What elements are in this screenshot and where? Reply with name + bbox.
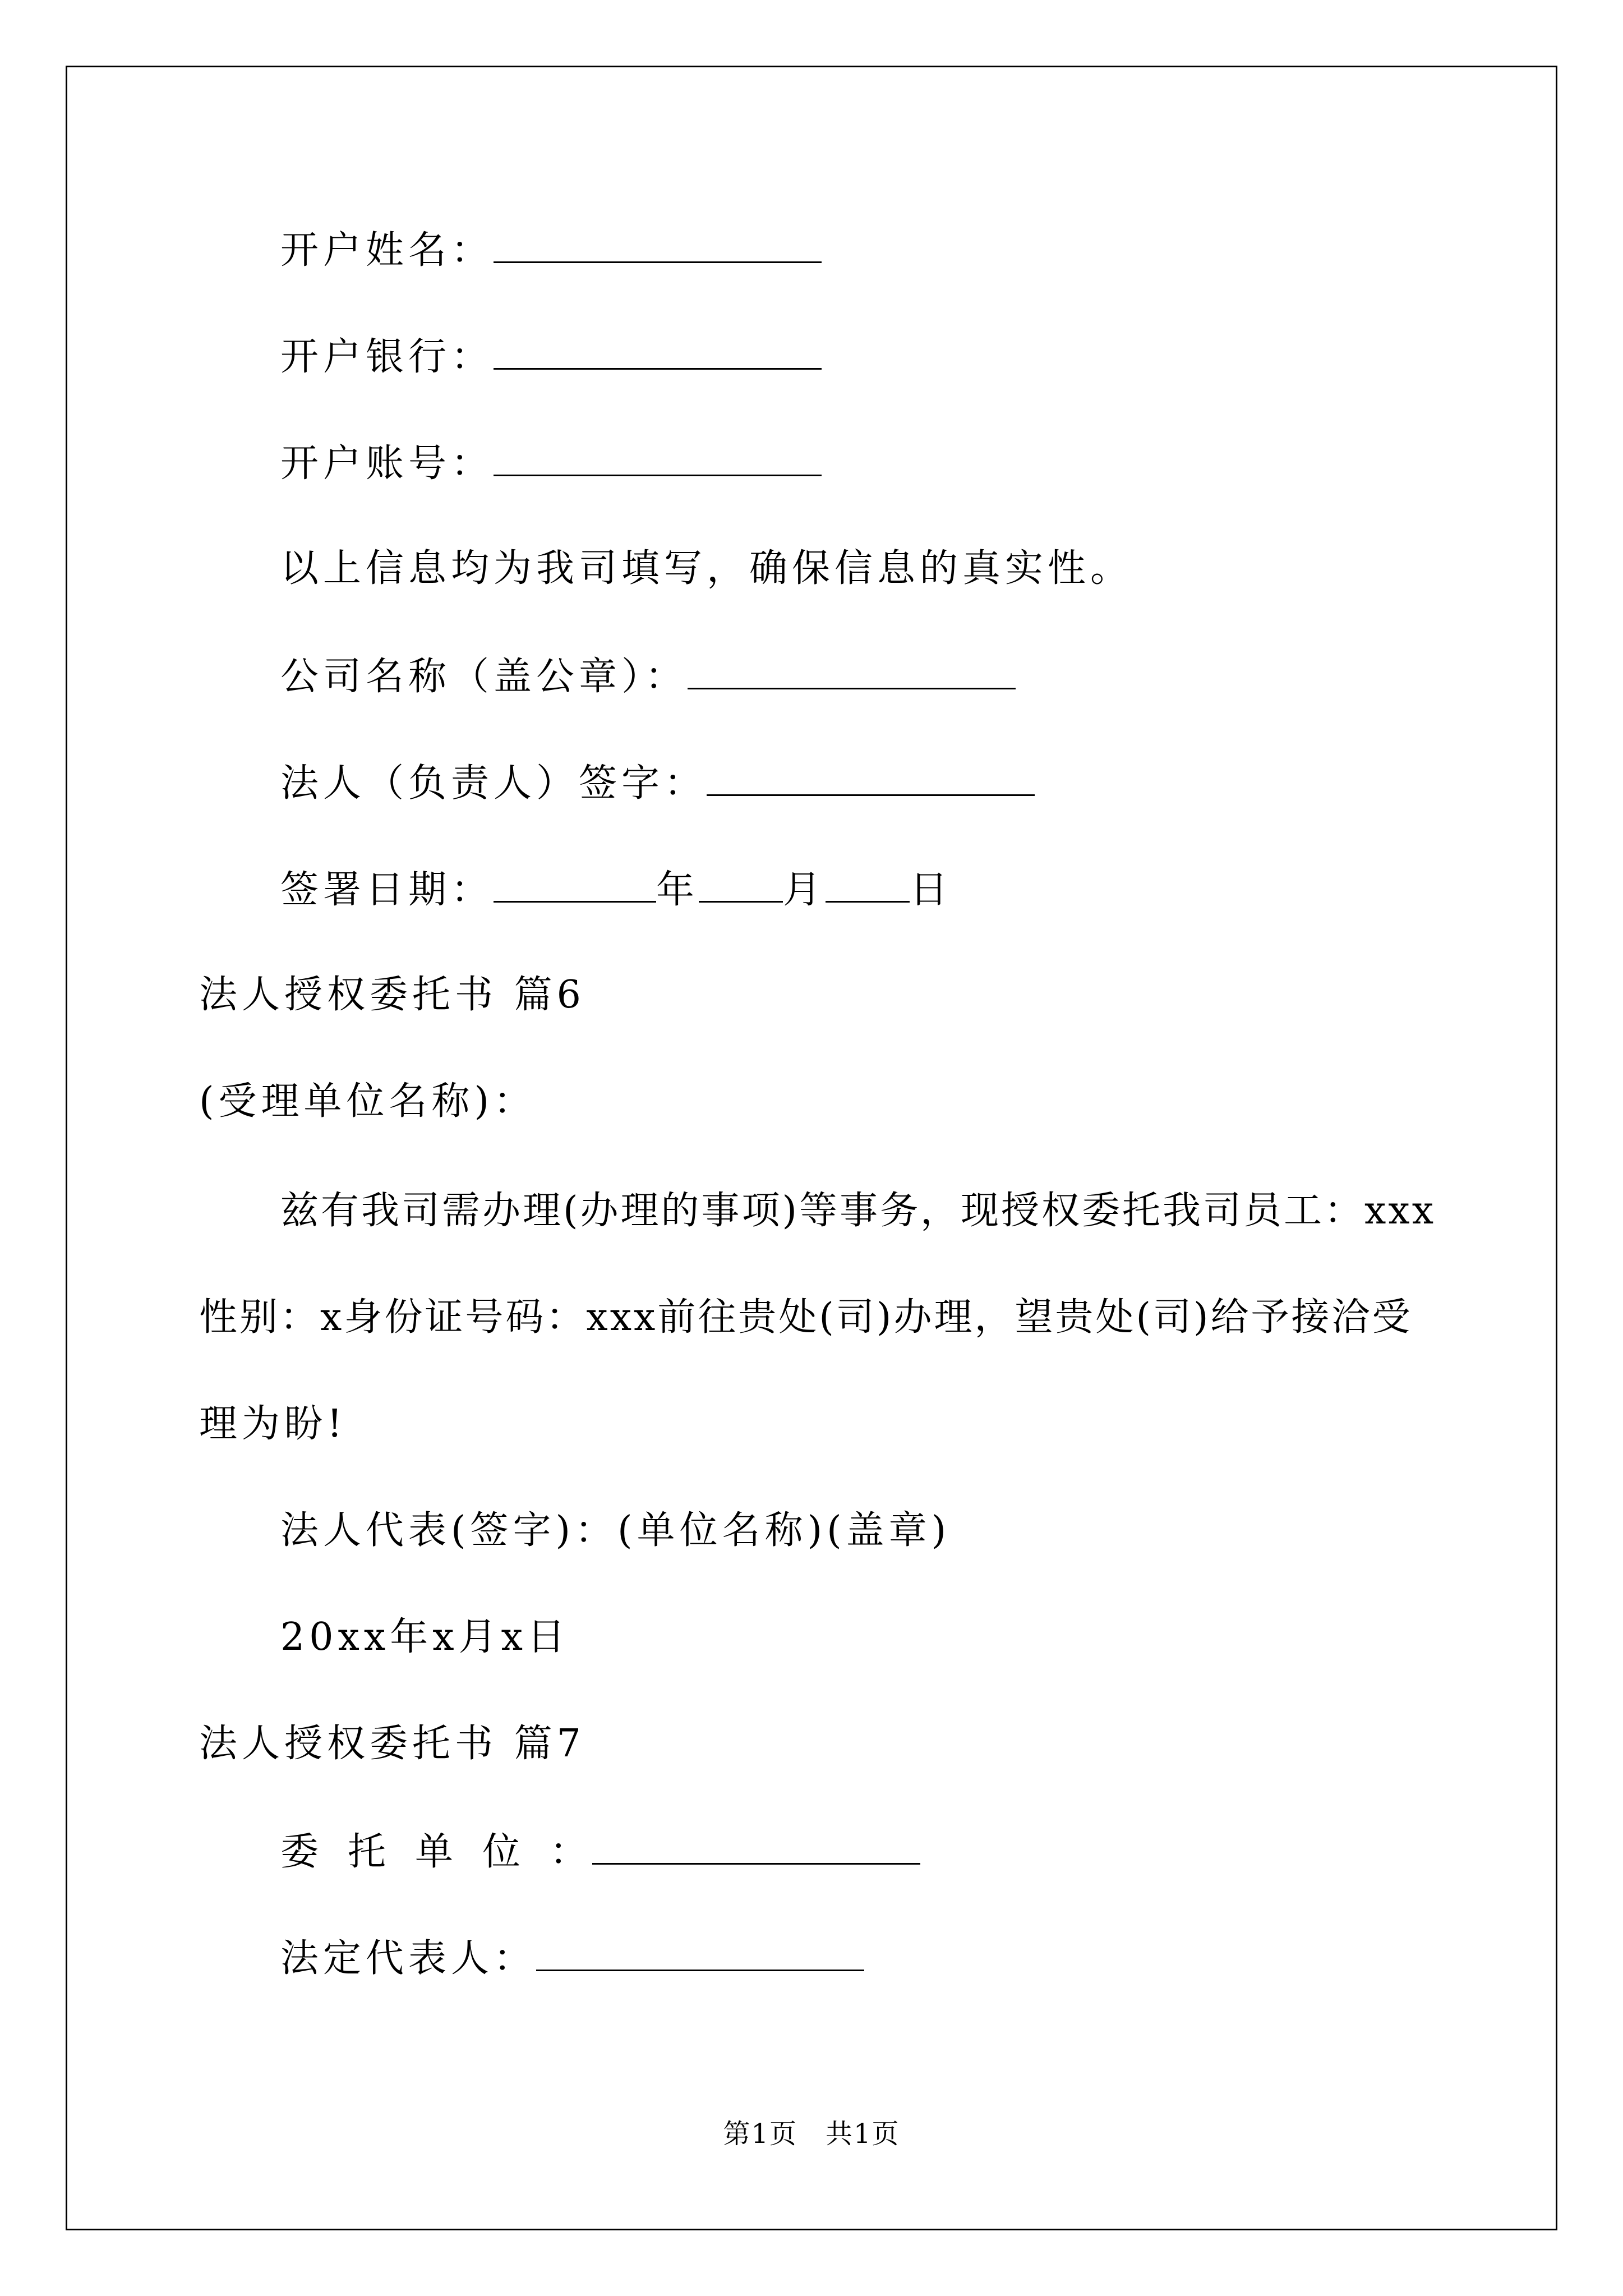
account-bank-label: 开户银行： [280, 335, 494, 379]
section6-date: 20xx年x月x日 [280, 1615, 570, 1659]
page-footer: 第1页 共1页 [723, 2118, 900, 2150]
sign-date-row [280, 868, 953, 912]
month-blank [699, 869, 783, 903]
account-name-blank [494, 230, 822, 263]
page-border [66, 66, 1557, 2230]
legal-rep-label: 法定代表人： [280, 1936, 537, 1981]
day-blank [826, 869, 910, 903]
year-blank [494, 869, 656, 903]
section6-body-line3: 理为盼! [199, 1402, 347, 1446]
month-label: 月 [783, 868, 826, 912]
entrusting-unit-row [280, 1830, 920, 1874]
section6-title: 法人授权委托书 篇6 [199, 973, 585, 1017]
sign-date-label: 签署日期： [280, 868, 494, 912]
company-name-label: 公司名称（盖公章）： [280, 655, 688, 699]
company-name-row [280, 655, 1016, 699]
account-name-label: 开户姓名： [280, 228, 494, 273]
legal-person-sign-label: 法人（负责人）签字： [280, 761, 707, 806]
entrusting-unit-label: 委托单位： [280, 1830, 617, 1874]
statement-text: 以上信息均为我司填写，确保信息的真实性。 [280, 546, 1133, 591]
account-name-row [280, 228, 822, 273]
account-number-blank [494, 443, 822, 476]
company-name-blank [688, 656, 1016, 689]
entrusting-unit-blank [592, 1832, 920, 1865]
legal-person-sign-blank [707, 763, 1035, 796]
day-label: 日 [910, 868, 953, 912]
section6-body-line2: 性别：x身份证号码：xxx前往贵处(司)办理，望贵处(司)给予接洽受 [199, 1295, 1413, 1340]
legal-person-sign-row [280, 761, 1035, 806]
legal-rep-row [280, 1936, 864, 1981]
account-number-row [280, 441, 822, 486]
section7-title: 法人授权委托书 篇7 [199, 1722, 585, 1766]
account-bank-row [280, 335, 822, 379]
account-number-label: 开户账号： [280, 441, 494, 486]
section6-addressee: (受理单位名称)： [199, 1079, 537, 1124]
section6-signature: 法人代表(签字)：(单位名称)(盖章) [280, 1508, 951, 1553]
year-label: 年 [656, 868, 699, 912]
account-bank-blank [494, 337, 822, 370]
legal-rep-blank [536, 1938, 864, 1971]
section6-body-line1: 兹有我司需办理(办理的事项)等事务，现授权委托我司员工：xxx [280, 1189, 1436, 1233]
